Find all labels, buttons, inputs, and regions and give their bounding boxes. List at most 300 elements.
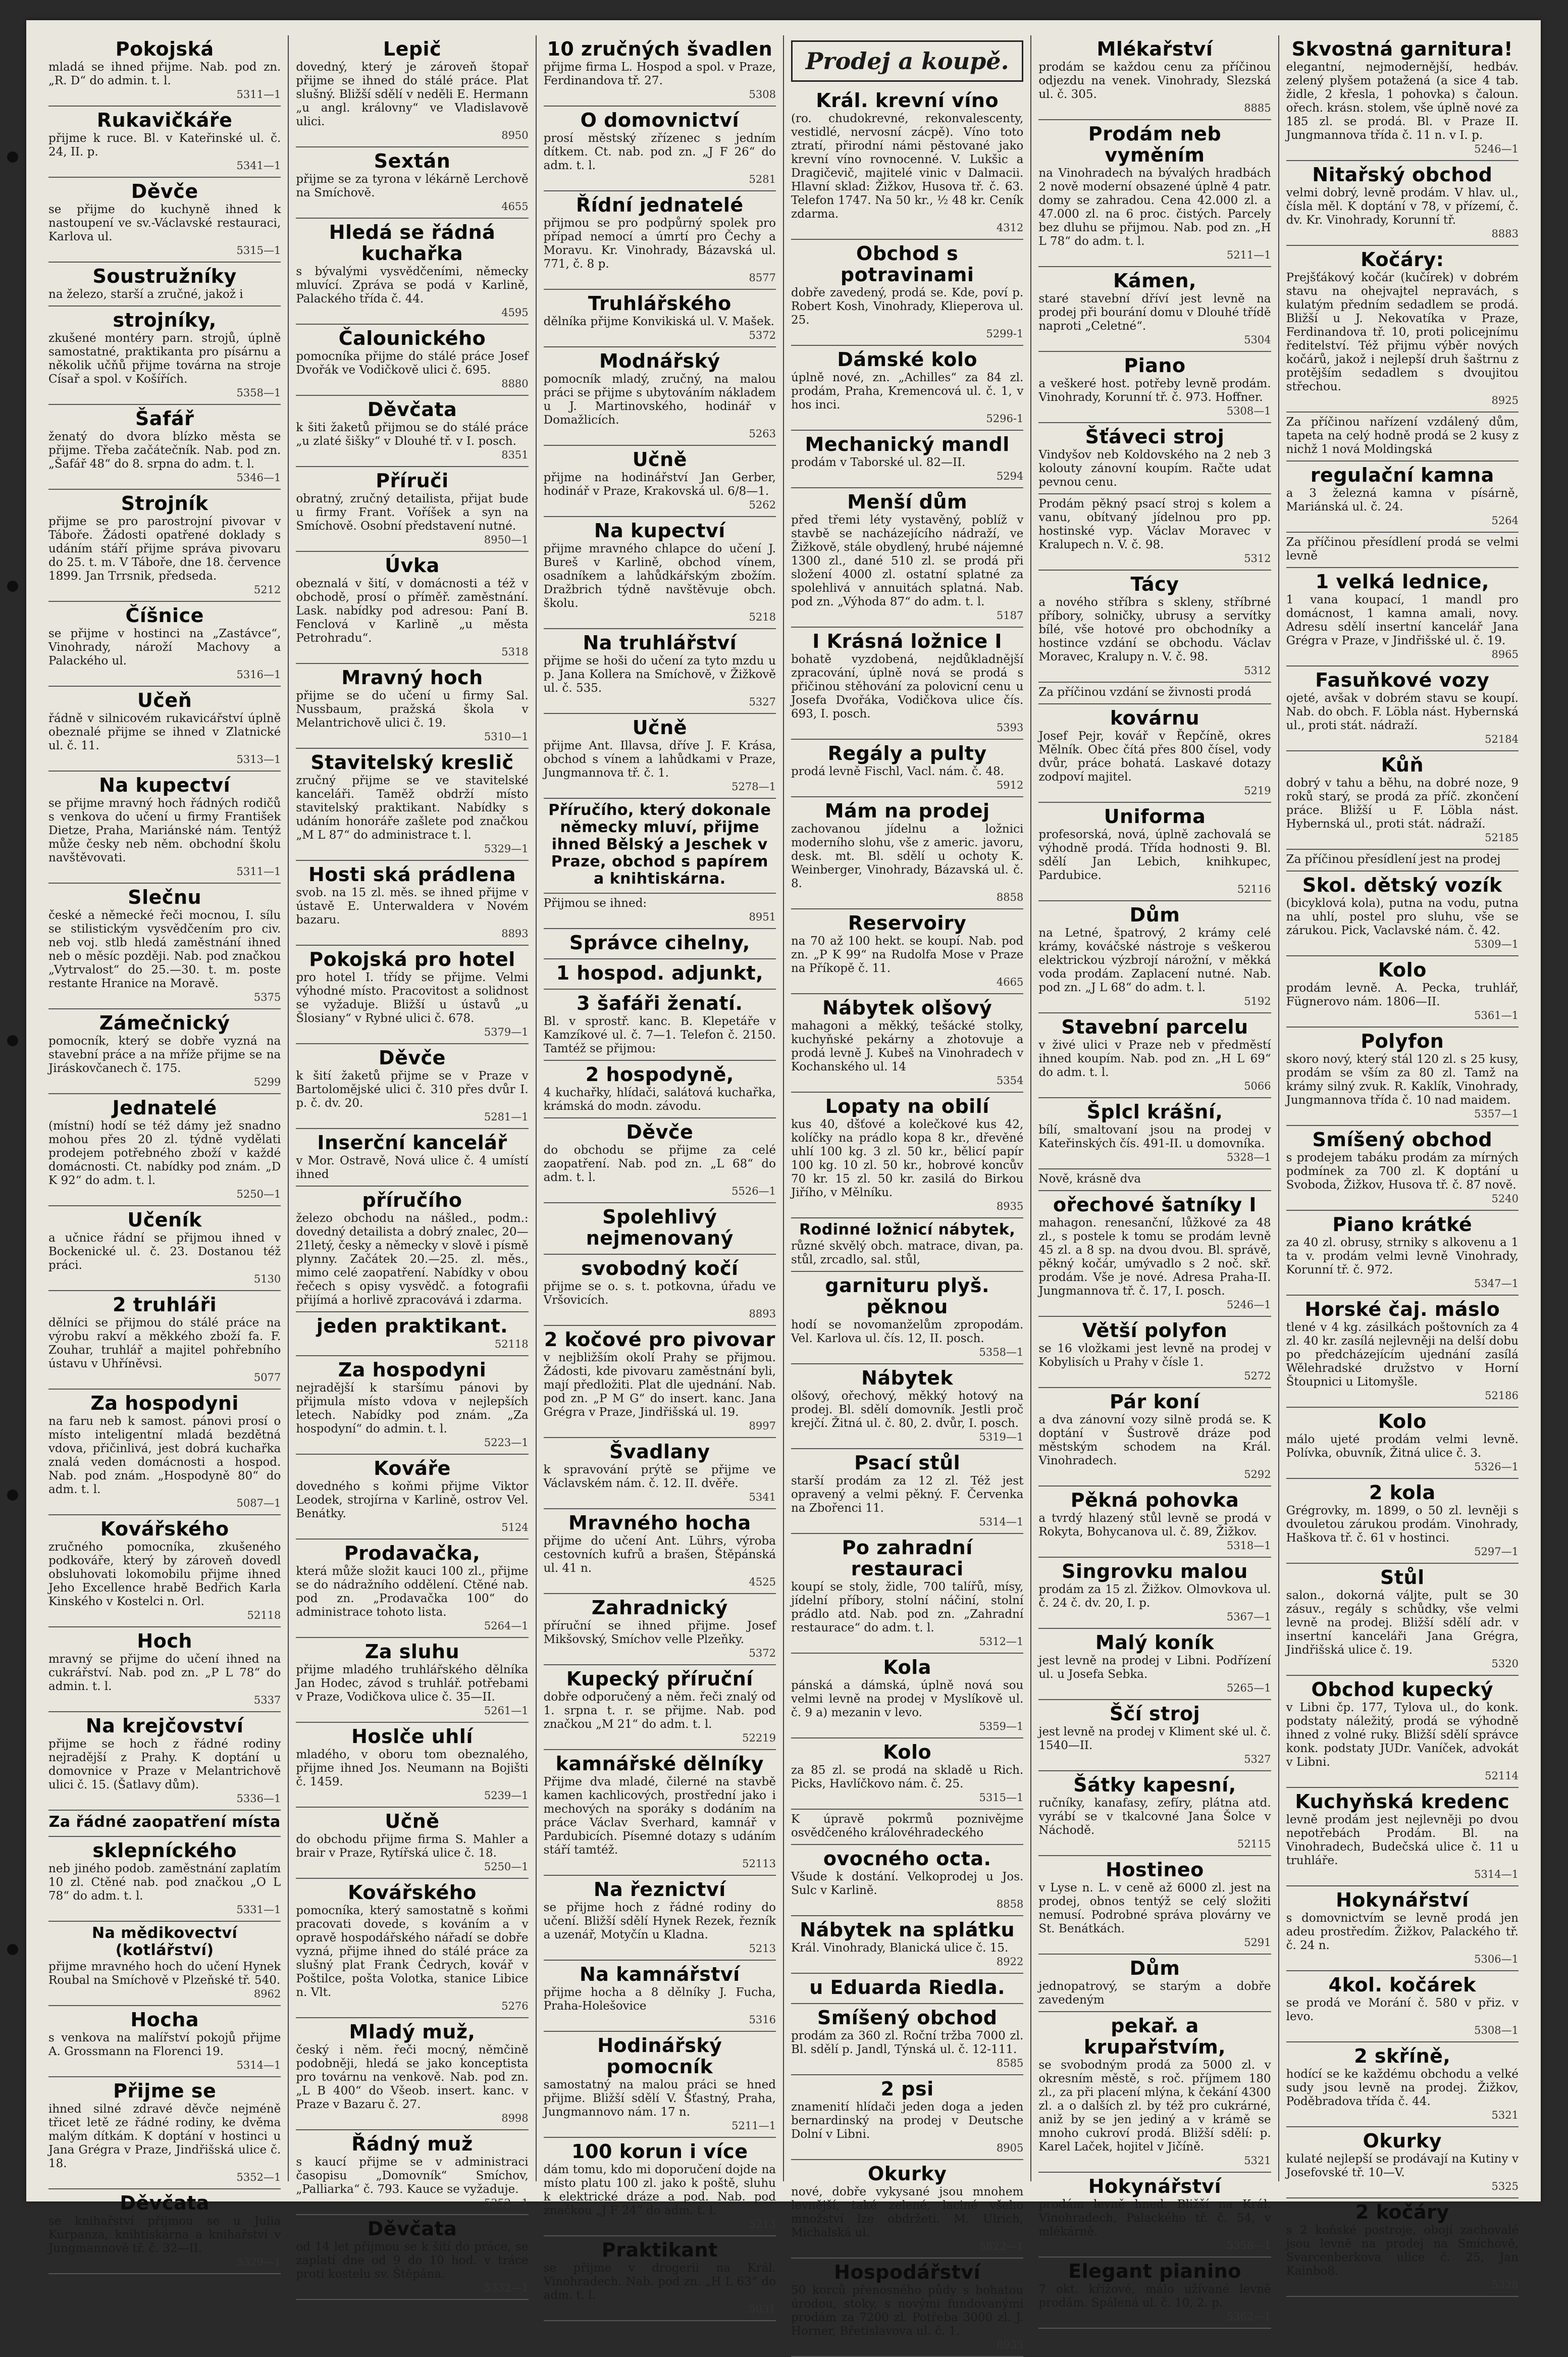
ad-heading: strojníky, — [113, 309, 217, 331]
classified-ad — [544, 191, 776, 290]
classified-ad — [791, 1449, 1023, 1534]
classified-ad — [1286, 1971, 1519, 2042]
ad-code: 5311—1 — [236, 88, 281, 100]
ad-text: do obchodu přijme firma S. Mahler a brair v Praze, Rytířská ulice č. 18. — [296, 1833, 529, 1860]
ad-text: prosí městský zřízenec s jedním dítkem. Ct. nab. pod zn. „J F 26“ do adm. t. l. — [543, 132, 776, 172]
ad-code: 5262 — [749, 499, 776, 511]
classified-ad — [1038, 494, 1271, 571]
ad-heading: Hospodářství — [834, 2261, 981, 2283]
ad-heading: Sextán — [374, 150, 451, 172]
classified-ad — [791, 2259, 1023, 2357]
ad-text: dobře odporučený a něm. řeči znalý od 1. srpna t. r. se přijme. Nab. pod značkou „M 21“ do adm. t. l. — [543, 1690, 776, 1731]
ad-heading: Nábytek — [861, 1367, 954, 1389]
ad-code: 5379—1 — [484, 1026, 529, 1038]
ad-text: dovedný, který je zároveň štopař přijme se ihned do stálé práce. Plat slušný. Bližší sdělí v neděli E. Hermann „u angl. královny“ ve Vladislavově ulici. — [296, 61, 529, 128]
ad-text: velmi dobrý, levně prodám. V hlav. ul., čísla měl. K doptání v 78, v přízemí, č. dv. Kr. Vinohrady, Korunní tř. — [1286, 186, 1519, 227]
ad-heading: Pokojská pro hotel — [309, 948, 515, 970]
ad-text: na Vinohradech na bývalých hradbách 2 nově moderní obsazené úplně 4 patr. domy se zahradou. Cena 42.000 zl. a 47.000 zl. na 6 proc. čistých. Parcely bez dluhu se přijmou. Nab. pod zn. „H L 78“ do adm. t. l. — [1038, 167, 1271, 248]
ad-code: 5354 — [996, 1074, 1024, 1087]
ad-text: v živé ulici v Praze neb v předměstí ihned koupím. Nab. pod zn. „H L 69“ do adm. t. l. — [1038, 1039, 1271, 1079]
ad-heading: Slečnu — [128, 886, 202, 908]
ad-text: prodám levně hned. Bližší na Král. Vinohradech, Palackého tř. č. 54, v mlékárně. — [1038, 2198, 1271, 2238]
classified-ad — [791, 1093, 1023, 1218]
ad-code: 8951 — [749, 911, 776, 923]
ad-heading: Příruči — [376, 470, 449, 492]
ad-heading: Nábytek olšový — [822, 997, 992, 1019]
ad-code: 8858 — [996, 891, 1024, 903]
ad-code: 8950—1 — [484, 534, 529, 546]
ad-code: 5250—1 — [236, 1188, 281, 1200]
ad-code: 5292 — [1244, 1468, 1271, 1480]
classified-ad — [1038, 1487, 1271, 1558]
ad-code: 5031 — [749, 2303, 776, 2315]
ad-code: 5130 — [253, 1273, 281, 1285]
ad-code: 5352—1 — [236, 2171, 281, 2183]
classified-ad — [791, 1218, 1023, 1272]
classified-ad — [791, 1974, 1023, 2004]
ad-text: neb jiného podob. zaměstnání zaplatím 10 zl. Ctěné nab. pod značkou „O L 78“ do adm. t. l. — [48, 1862, 281, 1903]
ad-heading: Po zahradní restauraci — [842, 1536, 973, 1580]
ad-heading: Zahradnický — [591, 1597, 728, 1619]
ad-text: a učnice řádní se přijmou ihned v Bockenické ul. č. 23. Dostanou též práci. — [48, 1232, 281, 1272]
ad-text: přijme mravného hoch do učení Hynek Roubal na Smíchově v Plzeňské tř. 540. — [48, 1960, 281, 1987]
ad-heading: Kovářského — [348, 1881, 477, 1904]
classified-ad — [48, 306, 281, 405]
ad-text: přijme se hoši do učení za tyto mzdu u p. Jana Kollera na Smíchově, v Žižkově ul. č. 535. — [543, 654, 776, 695]
ad-text: a 3 železná kamna v písárně, Mariánská ul. č. 24. — [1286, 487, 1519, 514]
ad-heading: kamnářské dělníky — [555, 1753, 764, 1775]
ad-heading: ovocného octa. — [823, 1848, 991, 1870]
classified-ad — [296, 1540, 528, 1638]
ad-column — [784, 35, 1031, 2351]
ad-code: 4665 — [996, 976, 1024, 988]
ad-heading: Mám na prodej — [824, 800, 990, 822]
ad-heading: ořechové šatníky I — [1053, 1194, 1257, 1216]
classified-ad — [296, 664, 528, 749]
ad-code: 5212 — [253, 584, 281, 596]
ad-heading: Hoch — [137, 1630, 192, 1652]
ad-heading: Na řeznictví — [593, 1878, 726, 1901]
classified-ad — [1038, 2012, 1271, 2173]
ad-text: mahagon. renesanční, lůžkové za 48 zl., s postele k tomu se prodám levně 45 zl. a 8 sp. na dvou dvou. Bl. správě, pěkný kočár, umývadlo s 2 noč. skř. prodám. Vše je nové. Adresa Praha-II. Jungmannova tř. č. 17, I. posch. — [1038, 1216, 1271, 1298]
ad-text: prodám v Taborské ul. 82—II. — [791, 456, 966, 469]
classified-ad — [1038, 683, 1271, 704]
ad-code: 52186 — [1485, 1390, 1519, 1402]
ad-code: 5311—1 — [236, 865, 281, 878]
ad-code: 52118 — [247, 1609, 281, 1621]
ad-heading: Pěkná pohovka — [1070, 1489, 1239, 1511]
ad-column — [1279, 35, 1526, 2291]
classified-ad — [1038, 1317, 1271, 1388]
ad-text: levně prodám jest nejlevněji po dvou nepotřebách Prodám. Bl. na Vinohradech, Budečská ulice č. 11 u truhláře. — [1286, 1813, 1519, 1867]
ad-heading: Truhlářského — [588, 292, 731, 315]
ad-code: 5240 — [1491, 1193, 1519, 1205]
ad-text: přijme se o. s. t. potkovna, úřadu ve Vršovicích. — [543, 1280, 776, 1307]
ad-heading: Větší polyfon — [1082, 1319, 1228, 1342]
ad-heading: Děvčata — [367, 398, 457, 421]
ad-heading: Fasuňkové vozy — [1315, 669, 1490, 691]
ad-code: 5308 — [749, 88, 776, 100]
ad-text: se přijme hoch z řádné rodiny do učení. Bližší sdělí Hynek Rezek, řezník a uzenář, Motyčín u Kladna. — [543, 1901, 776, 1941]
ad-heading: Učně — [632, 716, 687, 739]
ad-code: 5304 — [1244, 334, 1271, 346]
ad-code: 52118 — [494, 1338, 529, 1350]
ad-heading: 10 zručných švadlen — [547, 38, 773, 60]
ad-code: 5250—1 — [484, 1861, 529, 1873]
ad-text: profesorská, nová, úplně zachovalá se výhodně prodá. Třída hodnosti 9. Bl. sdělí Jan Lebich, knihkupec, Pardubice. — [1038, 828, 1271, 882]
ad-heading: u Eduarda Riedla. — [809, 1976, 1006, 1999]
classified-ad — [544, 517, 776, 629]
ad-text: kulaté nejlepší se prodávají na Kutiny v Josefovské tř. 10—V. — [1286, 2153, 1519, 2179]
ad-text: a veškeré host. potřeby levně prodám. Vinohrady, Korunní tř. č. 973. Hoffner. — [1038, 377, 1271, 404]
ad-code: 5375 — [253, 991, 281, 1003]
ad-code: 5315—1 — [979, 1791, 1024, 1804]
ad-code: 5213 — [749, 1942, 776, 1955]
ad-text: olšový, ořechový, měkký hotový na prodej. Bl. sdělí domovník. Jestli proč krejčí. Žitná ul. č. 80, 2. dvůr, I. posch. — [791, 1390, 1024, 1430]
ad-heading: Horské čaj. máslo — [1304, 1298, 1500, 1320]
classified-ad — [791, 1845, 1023, 1916]
ad-heading: 2 kočáry — [1355, 2201, 1449, 2223]
ad-heading: Kolo — [1378, 1410, 1427, 1432]
ad-code: 5331—1 — [236, 1904, 281, 1916]
ad-text: pro hotel I. třídy se přijme. Velmi výhodné místo. Pracovitost a solidnost se vyžaduje. Bližší u ústavů „u Šlosiany“ v Rybné ulici č. 678. — [296, 971, 529, 1025]
ad-heading: sklepníckého — [92, 1839, 237, 1862]
classified-ad — [1038, 1191, 1271, 1317]
newspaper-page — [26, 20, 1541, 2351]
ad-heading: Malý koník — [1095, 1631, 1215, 1654]
ad-code: 52113 — [742, 1858, 776, 1870]
ad-text: jest levně na prodej v Libni. Podřízení ul. u Josefa Sebka. — [1038, 1654, 1271, 1681]
ad-text: bohatě vyzdobená, nejdůkladnější zpracování, úplně nová se prodá s přičinou stěhování za polovicní cenu u Josefa Dvořáka, Vodičkova ulice čís. 693, I. posch. — [791, 653, 1024, 721]
ad-code: 5281—1 — [484, 1111, 529, 1123]
ad-text: 4 kuchařky, hlídači, salátová kuchařka, krámská do modn. závodu. — [543, 1086, 776, 1113]
ad-heading: Úvka — [385, 554, 440, 577]
ad-code: 8962 — [253, 1988, 281, 2000]
classified-ad — [1286, 1788, 1519, 1886]
ad-heading: Singrovku malou — [1062, 1560, 1248, 1582]
ad-heading: Elegant pianino — [1068, 2260, 1241, 2282]
classified-ad — [296, 2215, 528, 2300]
ad-heading: Učeň — [137, 689, 192, 711]
classified-ad — [296, 325, 528, 396]
ad-code: 52219 — [742, 1732, 776, 1744]
ad-code: 5218 — [749, 611, 776, 623]
classified-ad — [1038, 1169, 1271, 1191]
ad-text: svob. na 15 zl. měs. se ihned přijme v ústavě E. Unterwaldera v Novém bazaru. — [296, 886, 529, 927]
ad-text: pomocník mladý, zručný, na malou práci se přijme s ubytováním nákladem u J. Martinovského, hodinář v Domažlicích. — [543, 373, 776, 427]
ad-code: 5328—1 — [1226, 1151, 1271, 1163]
classified-ad — [544, 1255, 776, 1326]
ad-code: 8885 — [1244, 102, 1271, 114]
ad-heading: Na mědikovectví (kotlářství) — [92, 1924, 238, 1959]
ad-code: 8893 — [749, 1308, 776, 1320]
ad-heading: Pár koní — [1110, 1391, 1200, 1413]
classified-ad — [544, 629, 776, 714]
classified-ad — [544, 1326, 776, 1438]
classified-ad — [544, 1509, 776, 1594]
classified-ad — [791, 240, 1023, 346]
ad-code: 5314—1 — [979, 1516, 1024, 1528]
ad-text: Nově, krásně dva — [1038, 1172, 1141, 1186]
ad-text: v Libni čp. 177, Tylova ul., do konk. podstaty náležitý, prodá se výhodně ihned z volné ruky. Bližší sdělí správce konk. podstaty JUDr. Vaníček, advokát v Libni. — [1286, 1701, 1519, 1769]
ad-text: dovedného s koňmi přijme Viktor Leodek, strojírna v Karlině, ostrov Vel. Benátky. — [296, 1480, 529, 1520]
ad-text: české a německé řeči mocnou, I. sílu se stilistickým vysvědčením pro civ. neb voj. stlb hledá zaměstnání ihned neb o měsíc později. Nab. pod značkou „Vytrvalost“ do 25.—30. t. m. poste restante Hranice na Moravě. — [48, 909, 281, 990]
classified-ad — [48, 1390, 281, 1515]
ad-heading: Mechanický mandl — [805, 433, 1010, 455]
classified-ad — [1038, 120, 1271, 267]
ad-heading: Čalounického — [338, 327, 486, 349]
binding-holes — [0, 0, 26, 2218]
ad-heading: Ščí stroj — [1109, 1703, 1200, 1725]
ad-heading: Mravného hocha — [568, 1512, 751, 1534]
ad-text: Za příčinou vzdání se živnosti prodá — [1038, 686, 1252, 699]
ad-heading: 1 velká lednice, — [1315, 571, 1489, 593]
ad-text: Prodám pěkný psací stroj s kolem a vanu, obítvaný jídelnou pro pp. hostinské vyp. Václav Moravec v Kralupech n. V. č. 98. — [1038, 497, 1271, 551]
classified-ad — [296, 1356, 528, 1455]
classified-ad — [791, 909, 1023, 994]
ad-heading: Kováře — [374, 1457, 451, 1479]
classified-ad — [1286, 1211, 1519, 1296]
ad-heading: Stůl — [1380, 1566, 1425, 1589]
classified-ad — [48, 1627, 281, 1712]
ad-code: 5357—1 — [1474, 1108, 1519, 1120]
ad-heading: Mlékařství — [1096, 38, 1213, 60]
classified-ad — [1038, 1629, 1271, 1700]
ad-text: málo ujeté prodám velmi levně. Polívka, obuvník, Žitná ulice č. 3. — [1286, 1433, 1519, 1460]
classified-ad — [544, 107, 776, 191]
ad-text: prodám za 15 zl. Žižkov. Olmovkova ul. č. 24 č. dv. 20, I. p. — [1038, 1583, 1271, 1610]
ad-heading: 2 truhláři — [113, 1294, 217, 1316]
ad-code: 5332—1 — [484, 2282, 529, 2294]
ad-text: se svobodným prodá za 5000 zl. v okresním městě, s roč. příjmem 180 zl., za při placení mlýna, k čekání 4300 zl. a o dalších zl. by též pro cukrárné, aniž by se jen jediný a v krámě se mnoho cukroví prodá. Bližší sdělí: p. Karel Laček, hojitel v Jičíně. — [1038, 2059, 1271, 2154]
ad-text: a dva zánovní vozy silně prodá se. K doptání v Šustrově dráze pod městským schodem na Král. Vinohradech. — [1038, 1413, 1271, 1467]
classified-ad — [48, 1712, 281, 1811]
ad-text: zručného pomocníka, zkušeného podkováře, který by zároveň dovedl obsluhovati lokomobilu přijme ihned Jeho Excellence hrabě Bedřich Karla Kinského v Kostelci n. Orl. — [48, 1541, 281, 1608]
classified-ad — [544, 894, 776, 929]
ad-heading: Inserční kancelář — [317, 1132, 507, 1154]
ad-code: 4312 — [996, 222, 1024, 234]
ad-code: 5192 — [1244, 995, 1271, 1007]
ad-text: zachovanou jídelnu a ložnici moderního slohu, vše z americ. javoru, desk. mt. Bl. sdělí u ochoty K. Weinberger, Vinohrady, Bázavská ul. č. 8. — [791, 823, 1024, 890]
ad-text: úplně nové, zn. „Achilles“ za 84 zl. prodám, Praha, Kremencová ul. č. 1, v hos inci. — [791, 371, 1024, 412]
ad-code: 5358—1 — [236, 387, 281, 399]
classified-ad — [1038, 1955, 1271, 2012]
ad-code: 5362—1 — [1226, 2311, 1271, 2323]
ad-text: Král. Vinohrady, Blanická ulice č. 15. — [791, 1941, 1009, 1955]
ad-code: 5319—1 — [979, 1431, 1024, 1443]
ad-code: 5327 — [749, 696, 776, 708]
ad-heading: 2 kočové pro pivovar — [544, 1328, 775, 1351]
ad-text: tlené v 4 kg. zásilkách poštovních za 4 zl. 40 kr. zasílá nejlevněji na delší dobu po předcházejícím ujednání zasílá Wělehradské družstvo v Horní Štoupnici u Litomyšle. — [1286, 1321, 1519, 1389]
ad-code: 5318—1 — [1226, 1540, 1271, 1552]
ad-code: 52184 — [1485, 733, 1519, 745]
ad-text: řádně v silnicovém rukavicářství úplně obeznalé přijme se ihned v Zlatnické ul. č. 11. — [48, 712, 281, 752]
classified-ad — [544, 2032, 776, 2138]
ad-heading: Hledá se řádná kuchařka — [329, 221, 496, 265]
ad-heading: Pokojská — [115, 38, 214, 60]
ad-code: 5329—1 — [236, 2256, 281, 2268]
ad-text: přijme k ruce. Bl. v Kateřinské ul. č. 24, II. p. — [48, 132, 281, 159]
ad-text: se přijme v drogerii na Král. Vinohradech. Nab. pod zn. „H L 63“ do adm. t. l. — [543, 2262, 776, 2302]
ad-code: 5264 — [1491, 515, 1519, 527]
ad-heading: 2 psi — [880, 2078, 934, 2100]
ad-code: 5077 — [253, 1371, 281, 1384]
classified-ad — [48, 1837, 281, 1922]
ad-code: 5211—1 — [1226, 249, 1271, 261]
ad-text: nejradější k staršímu pánovi by přijmula místo vdova v nejlepších letech. Nabídky pod znám. „Za hospodyní“ do admin. t. l. — [296, 1381, 529, 1436]
classified-ad — [544, 1961, 776, 2032]
classified-ad — [1038, 423, 1271, 494]
ad-text: přijme se do učení u firmy Sal. Nussbaum, pražská škola v Melantrichově ulici č. 19. — [296, 689, 529, 730]
ad-heading: Král. krevní víno — [816, 89, 999, 112]
ad-heading: Spolehlivý nejmenovaný — [586, 1206, 734, 1249]
ad-code: 5367—1 — [1226, 1611, 1271, 1623]
ad-code: 5276 — [501, 2000, 529, 2012]
classified-ad — [544, 290, 776, 347]
classified-ad — [1286, 2127, 1519, 2198]
ad-text: na železo, starší a zručné, jakož i — [48, 288, 243, 301]
ad-heading: Rukavičkáře — [96, 109, 233, 131]
classified-ad — [1286, 246, 1519, 413]
binding-hole — [7, 151, 18, 163]
ad-code: 5124 — [501, 1521, 529, 1533]
classified-ad — [1038, 1771, 1271, 1856]
ad-code: 5239—1 — [484, 1789, 529, 1802]
ad-text: kus 40, dšťové a kolečkové kus 42, kolíčky na prádlo kopa 8 kr., dřevěné uhlí 100 kg. 3 zl. 50 kr., bělicí papír 100 kg. 10 zl. 50 kr., hobrové koncův 70 kr. 15 zl. 50 kr. zasilá do Birkou Jiřího, v Mělníku. — [791, 1118, 1024, 1199]
classified-ad — [1286, 1479, 1519, 1564]
ad-text: železo obchodu na nášled., podm.: dovedný detailista a dobrý znalec, 20—21letý, česky a německy v slově i písmě plynny. Začátek 20.—25. zl. měs., mimo celé zaopatření. Nabídky v obou řečech s opisy vysvědč. a fotografii přijímá a horlivě zpracovává i zdarma. — [296, 1212, 529, 1307]
ad-heading: Nábytek na splátku — [800, 1919, 1015, 1941]
classified-ad — [791, 2075, 1023, 2160]
ad-code: 5211—1 — [731, 2120, 776, 2132]
classified-ad — [791, 1916, 1023, 1974]
ad-code: 52114 — [1485, 1770, 1519, 1782]
ad-text: za 85 zl. se prodá na skladě u Rich. Picks, Havlíčkovo nám. č. 25. — [791, 1764, 1024, 1790]
ad-text: skoro nový, který stál 120 zl. s 25 kusy, prodám se vším za 80 zl. Tamž na krámy silný zvuk. R. Kaklík, Vinohrady, Jungmannova třída č. 10 nad maidem. — [1286, 1053, 1519, 1107]
ad-code: 5526—1 — [731, 1185, 776, 1197]
ad-text: s venkova na malířství pokojů přijme A. Grossmann na Florenci 19. — [48, 2031, 281, 2058]
ad-text: prodám za 360 zl. Roční tržba 7000 zl. Bl. sdělí p. Jandl, Týnská ul. č. 12-111. — [791, 2029, 1024, 2056]
ad-code: 5316 — [749, 2014, 776, 2026]
classified-ad — [791, 87, 1023, 240]
classified-ad — [48, 178, 281, 263]
ad-code: 5314—1 — [1474, 1868, 1519, 1880]
ad-code: 5246—1 — [1226, 1299, 1271, 1311]
classified-ad — [544, 1665, 776, 1750]
classified-ad — [1286, 533, 1519, 568]
ad-heading: Soustružníky — [92, 265, 237, 287]
ad-text: dám tomu, kdo mi doporučení dojde na místo platu 100 zl. jako k poště, sluhu k elektrické dráze a pod. Nab. pod značkou „J F 24“ do adm. t. l. — [543, 2163, 776, 2217]
classified-ad — [296, 35, 528, 147]
ad-heading: Nitařský obchod — [1312, 164, 1493, 186]
classified-ad — [791, 1364, 1023, 1449]
classified-ad — [48, 2006, 281, 2077]
ad-heading: Prodavačka, — [344, 1542, 481, 1564]
ad-code: 8922 — [996, 1956, 1024, 1968]
ad-heading: Kolo — [883, 1741, 932, 1763]
ad-text: k šití žaketů přijme se v Praze v Bartolomějské ulici č. 310 přes dvůr I. p. č. dv. 20. — [296, 1069, 529, 1110]
ad-heading: kovárnu — [1110, 707, 1200, 729]
ad-column — [41, 35, 289, 2268]
ad-text: přijme hocha a 8 dělníky J. Fucha, Praha-Holešovice — [543, 1986, 776, 2013]
classified-ad — [296, 1312, 528, 1356]
ad-code: 5308—1 — [1226, 405, 1271, 417]
ad-text: jest levně na prodej v Kliment ské ul. č. 1540—II. — [1038, 1725, 1271, 1752]
ad-code: 5314—1 — [236, 2059, 281, 2071]
ad-heading: Na kamnářství — [579, 1963, 740, 1985]
ad-heading: Přijme se — [113, 2080, 217, 2102]
classified-columns — [41, 35, 1526, 2351]
classified-ad — [1286, 956, 1519, 1028]
classified-ad — [544, 990, 776, 1061]
ad-code: 5297—1 — [1474, 1546, 1519, 1558]
ad-text: Grégrovky, m. 1899, o 50 zl. levněji s dvouletou zárukou prodám. Vinohrady, Haškova tř. č. 61 v hostinci. — [1286, 1504, 1519, 1545]
classified-ad — [544, 35, 776, 107]
ad-text: v nejbližším okolí Prahy se přijmou. Žádosti, kde pivovaru zaměstnání byli, mají předložiti. Plat dle ujednání. Nab. pod zn. „P M G“ do insert. kanc. Jana Grégra v Praze, Jindřišská ul. 19. — [543, 1351, 776, 1419]
classified-ad — [791, 628, 1023, 740]
ad-heading: Mladý muž, — [349, 2021, 476, 2043]
ad-text: hodí se novomanželům zpropodám. Vel. Karlova ul. čís. 12, II. posch. — [791, 1318, 1024, 1345]
ad-heading: Správce cihelny, — [569, 932, 750, 954]
classified-ad — [296, 1044, 528, 1129]
ad-text: Přijmou se ihned: — [543, 897, 647, 910]
classified-ad — [791, 740, 1023, 797]
ad-heading: Na kupectví — [594, 520, 725, 542]
ad-text: Josef Pejr, kovář v Řepčíně, okres Mělník. Obec čítá přes 800 čísel, vody dvůr, práce bohatá. Laskavé dotazy zodpoví majitel. — [1038, 730, 1271, 784]
ad-text: s 2 koňské postroje, obojí zachovalé jsou levně na prodej na Smíchově, Svarcenberkova ulice č. 25, Jan Kainbo8. — [1286, 2224, 1519, 2278]
ad-heading: Děvče — [131, 180, 198, 202]
ad-heading: Reservoiry — [848, 912, 967, 934]
classified-ad — [1286, 1408, 1519, 1479]
ad-text: příruční se ihned přijme. Josef Mikšovský, Smíchov velle Plzeňky. — [543, 1619, 776, 1646]
classified-ad — [791, 994, 1023, 1093]
ad-text: různé skvělý obch. matrace, divan, pa. stůl, zrcadlo, sal. stůl, — [791, 1240, 1024, 1266]
ad-text: obeznalá v šití, v domácnosti a též v obchodě, prosí o příměř. zaměstnání. Lask. nabídky pod adresou: Paní B. Fenclová v Karlině „u města Petrohradu“. — [296, 577, 529, 645]
ad-code: 5325 — [1491, 2180, 1519, 2192]
ad-heading: Šťáveci stroj — [1085, 426, 1225, 448]
ad-code: 8997 — [749, 1420, 776, 1432]
ad-code: 5306—1 — [1474, 1953, 1519, 1965]
classified-ad — [48, 107, 281, 178]
section-title: Prodej a koupě. — [791, 40, 1023, 82]
binding-hole — [7, 1944, 18, 1955]
ad-code: 5312 — [1244, 552, 1271, 565]
classified-ad — [1038, 267, 1271, 352]
ad-heading: svobodný kočí — [581, 1257, 739, 1279]
ad-text: se přijme v hostinci na „Zastávce“, Vinohrady, nároží Machovy a Palackého ul. — [48, 627, 281, 668]
ad-heading: 100 korun i více — [571, 2140, 748, 2163]
ad-code: 5223—1 — [484, 1437, 529, 1449]
ad-code: 5066 — [1244, 1080, 1271, 1092]
ad-text: Všude k dostání. Velkoprodej u Jos. Sulc v Karlině. — [791, 1870, 1024, 1897]
ad-heading: Učně — [385, 1810, 440, 1832]
ad-text: přijme firma L. Hospod a spol. v Praze, Ferdinandova tř. 27. — [543, 61, 776, 87]
classified-ad — [1286, 667, 1519, 751]
ad-code: 5358—1 — [1226, 2239, 1271, 2251]
classified-ad — [1038, 2173, 1271, 2258]
ad-heading: Piano krátké — [1332, 1213, 1473, 1236]
ad-text: (ro. chudokrevné, rekonvalescenty, vestidlé, nervosní zácpě). Víno toto ztratí, přirodní námi pěstované jako krevní víno rovnocenné. V. Lukšic a Dragičevič, majitelé vinic v Dalmacii. Hlavní sklad: Žižkov, Husova tř. č. 63. Telefon 1747. Na 50 kr., ½ 48 kr. Ceník zdarma. — [791, 112, 1024, 221]
ad-text: K úpravě pokrmů poznivějme osvědčeného královéhradeckého — [791, 1813, 1024, 1839]
ad-text: Za příčinou nařízení vzdálený dům, tapeta na celý hodně prodá se 2 kusy z nichž 1 nová Moldingská — [1286, 416, 1519, 456]
ad-heading: Příručího, který dokonale německy mluví, přijme ihned Bělský a Jeschek v Praze, obchod s papírem a knihtiskárna. — [548, 801, 771, 888]
ad-heading: Dům — [1129, 904, 1180, 926]
ad-text: k spravování prýtě se přijme ve Václavském nám. č. 12. II. dvěře. — [543, 1463, 776, 1490]
classified-ad — [48, 1009, 281, 1094]
ad-heading: Kupecký příruční — [566, 1668, 753, 1690]
classified-ad — [791, 1534, 1023, 1654]
ad-code: 5326—1 — [1474, 1461, 1519, 1473]
